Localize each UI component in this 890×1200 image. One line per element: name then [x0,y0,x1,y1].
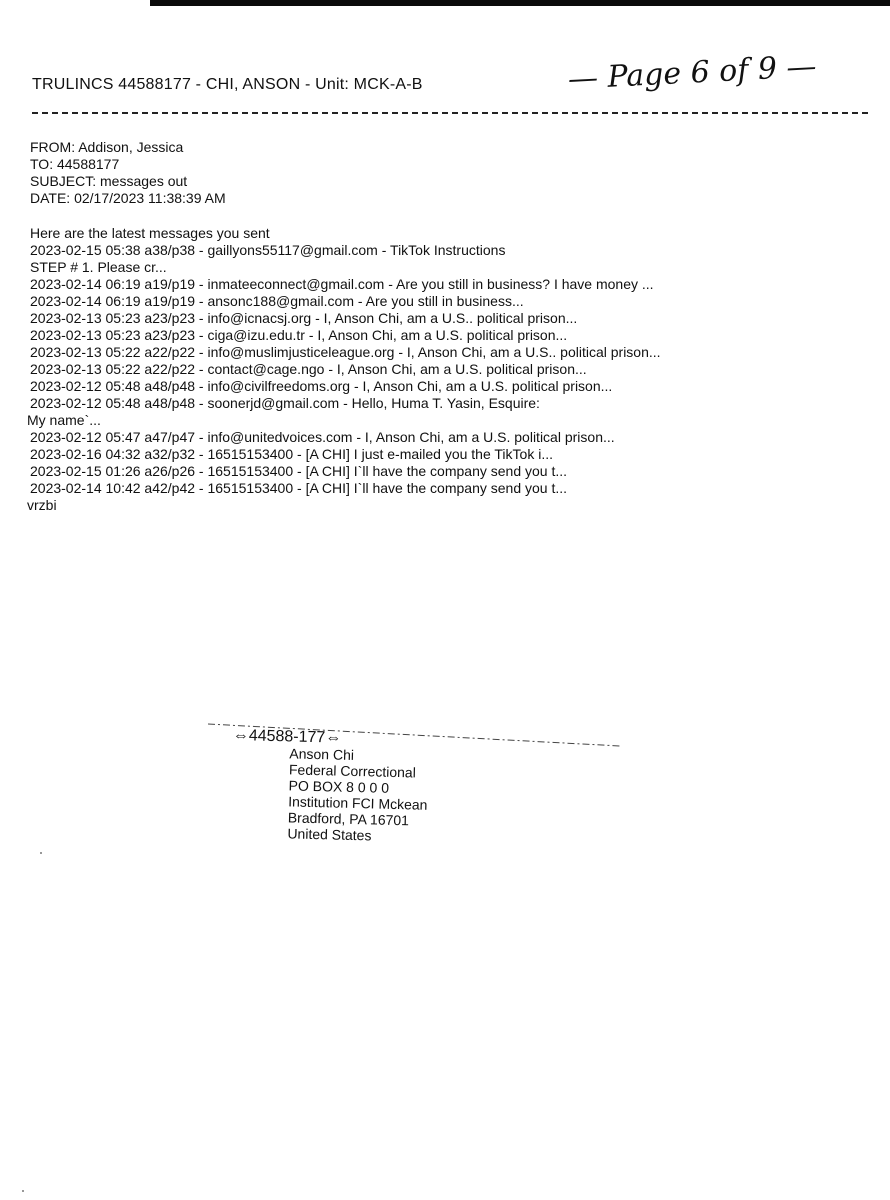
document-header: TRULINCS 44588177 - CHI, ANSON - Unit: MCK-A-B [32,76,423,93]
inmate-number: ⇔44588-177⇔ [232,727,342,747]
message-line: 2023-02-13 05:22 a22/p22 - info@muslimjusticeleague.org - I, Anson Chi, am a U.S.. political prison... [30,344,661,360]
address-line: Anson Chi [289,745,355,763]
handwritten-page-number: — Page 6 of 9 — [567,49,818,97]
to-line: TO: 44588177 [30,156,120,172]
message-body [27,225,661,514]
message-line: 2023-02-13 05:23 a23/p23 - info@icnacsj.org - I, Anson Chi, am a U.S.. political prison... [30,310,578,326]
message-line: 2023-02-12 05:48 a48/p48 - soonerjd@gmail.com - Hello, Huma T. Yasin, Esquire: [30,395,540,411]
message-line: 2023-02-14 10:42 a42/p42 - 16515153400 - [A CHI] I`ll have the company send you t... [30,480,568,496]
message-meta [30,139,226,207]
message-line: 2023-02-14 06:19 a19/p19 - inmateeconnect@gmail.com - Are you still in business? I have money ... [30,276,654,292]
mailing-label [230,728,429,845]
scan-speck [40,852,42,854]
message-line: 2023-02-16 04:32 a32/p32 - 16515153400 - [A CHI] I just e-mailed you the TikTok i... [30,446,553,462]
address-line: PO BOX 8 0 0 0 [288,777,390,796]
message-line: 2023-02-12 05:47 a47/p47 - info@unitedvoices.com - I, Anson Chi, am a U.S. political prison... [30,429,615,445]
message-line: STEP # 1. Please cr... [30,259,167,275]
from-line: FROM: Addison, Jessica [30,139,184,155]
address-line: Bradford, PA 16701 [287,809,410,829]
message-line: 2023-02-13 05:23 a23/p23 - ciga@izu.edu.tr - I, Anson Chi, am a U.S. political prison... [30,327,568,343]
scan-speck [22,1190,24,1192]
message-line: 2023-02-15 01:26 a26/p26 - 16515153400 - [A CHI] I`ll have the company send you t... [30,463,568,479]
header-divider [32,112,868,114]
scan-top-edge-bar [150,0,890,6]
body-intro: Here are the latest messages you sent [30,225,270,241]
message-line: My name`... [27,412,101,428]
address-block [287,745,429,844]
address-line: Federal Correctional [288,761,417,781]
address-line: Institution FCI Mckean [288,793,428,813]
message-line: 2023-02-12 05:48 a48/p48 - info@civilfreedoms.org - I, Anson Chi, am a U.S. political prison... [30,378,613,394]
address-line: United States [287,825,372,844]
message-trailer: vrzbi [27,497,57,513]
date-line: DATE: 02/17/2023 11:38:39 AM [30,190,226,206]
message-line: 2023-02-14 06:19 a19/p19 - ansonc188@gmail.com - Are you still in business... [30,293,524,309]
subject-line: SUBJECT: messages out [30,173,188,189]
message-line: 2023-02-15 05:38 a38/p38 - gaillyons55117@gmail.com - TikTok Instructions [30,242,506,258]
message-line: 2023-02-13 05:22 a22/p22 - contact@cage.ngo - I, Anson Chi, am a U.S. political prison... [30,361,587,377]
